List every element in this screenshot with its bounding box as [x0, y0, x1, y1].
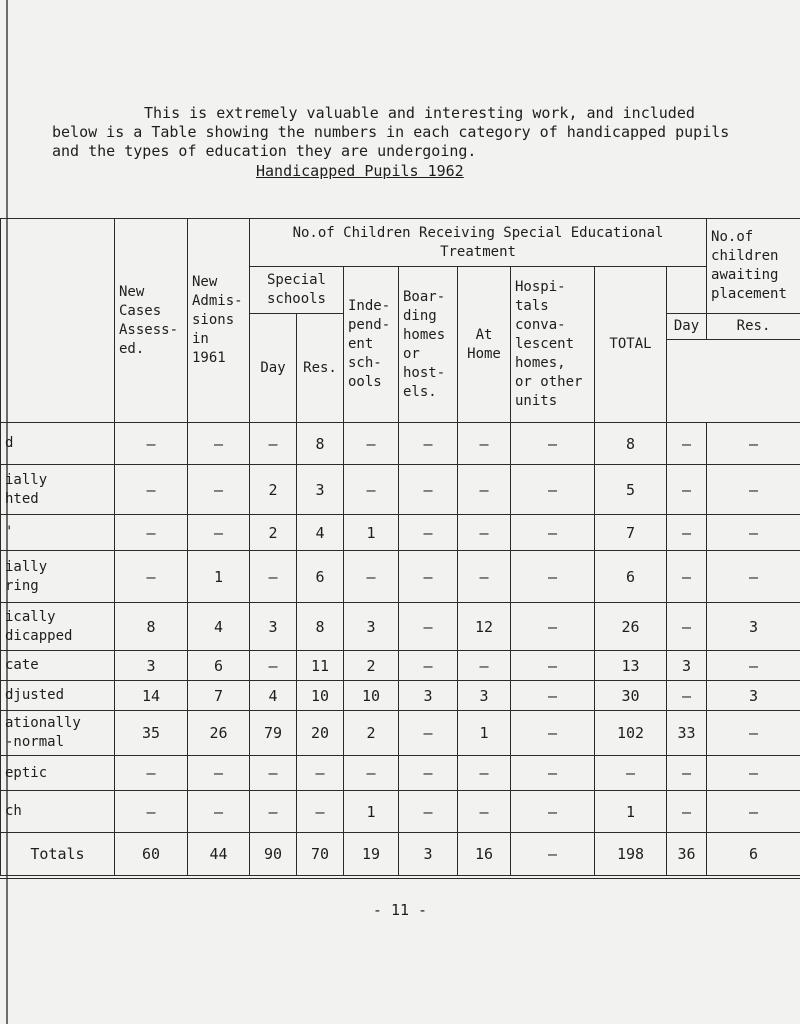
cell-new-admissions: 4 [188, 603, 250, 651]
cell-ss-res: – [297, 791, 344, 833]
cell-total: 5 [595, 465, 667, 515]
total-new-cases: 60 [115, 833, 188, 877]
total-total: 198 [595, 833, 667, 877]
row-label: ially ring [1, 551, 115, 603]
cell-ss-res: 11 [297, 651, 344, 681]
cell-await-day: – [667, 423, 707, 465]
total-await-res: 6 [707, 833, 800, 877]
cell-ss-day: 4 [250, 681, 297, 711]
cell-ss-res: 3 [297, 465, 344, 515]
cell-ss-day: – [250, 651, 297, 681]
header-await-day: Day [667, 314, 707, 340]
row-label: ' [1, 515, 115, 551]
cell-total: 30 [595, 681, 667, 711]
cell-ss-day: 2 [250, 465, 297, 515]
cell-independent: 3 [344, 603, 399, 651]
cell-new-cases: 35 [115, 711, 188, 756]
cell-boarding: – [399, 515, 458, 551]
header-hospitals: Hospi- tals conva- lescent homes, or other units [511, 267, 595, 423]
total-new-admissions: 44 [188, 833, 250, 877]
cell-ss-res: 8 [297, 423, 344, 465]
table-row [1, 756, 800, 791]
cell-ss-res: 10 [297, 681, 344, 711]
cell-at-home: – [458, 465, 511, 515]
cell-new-admissions: – [188, 791, 250, 833]
header-special-res: Res. [297, 314, 344, 423]
header-independent-schools: Inde- pend- ent sch- ools [344, 267, 399, 423]
cell-ss-day: – [250, 791, 297, 833]
row-label: ially hted [1, 465, 115, 515]
cell-new-cases: 8 [115, 603, 188, 651]
cell-ss-day: – [250, 756, 297, 791]
cell-await-day: – [667, 465, 707, 515]
cell-ss-res: 6 [297, 551, 344, 603]
cell-hospitals: – [511, 681, 595, 711]
header-special-day: Day [250, 314, 297, 423]
cell-new-cases: – [115, 791, 188, 833]
cell-await-res: 3 [707, 681, 800, 711]
total-await-day: 36 [667, 833, 707, 877]
table-row [1, 603, 800, 651]
cell-independent: 1 [344, 791, 399, 833]
header-special-schools: Special schools [250, 267, 344, 314]
cell-await-day: – [667, 603, 707, 651]
cell-at-home: – [458, 791, 511, 833]
row-label: ically dicapped [1, 603, 115, 651]
cell-new-admissions: – [188, 423, 250, 465]
cell-total: 102 [595, 711, 667, 756]
cell-independent: 10 [344, 681, 399, 711]
cell-hospitals: – [511, 791, 595, 833]
cell-await-day: – [667, 551, 707, 603]
cell-ss-day: 79 [250, 711, 297, 756]
cell-boarding: – [399, 711, 458, 756]
cell-new-admissions: – [188, 756, 250, 791]
cell-at-home: 12 [458, 603, 511, 651]
table-row [1, 681, 800, 711]
cell-new-cases: – [115, 423, 188, 465]
cell-at-home: – [458, 756, 511, 791]
cell-ss-res: – [297, 756, 344, 791]
cell-independent: 2 [344, 651, 399, 681]
total-hospitals: – [511, 833, 595, 877]
total-ss-day: 90 [250, 833, 297, 877]
table-row [1, 465, 800, 515]
cell-ss-res: 4 [297, 515, 344, 551]
cell-total: – [595, 756, 667, 791]
cell-new-admissions: 6 [188, 651, 250, 681]
cell-await-res: – [707, 423, 800, 465]
header-await-blank [667, 340, 800, 423]
cell-hospitals: – [511, 711, 595, 756]
cell-await-res: – [707, 711, 800, 756]
cell-new-admissions: 1 [188, 551, 250, 603]
cell-independent: – [344, 756, 399, 791]
header-awaiting-group: No.of children awaiting placement [707, 219, 800, 314]
cell-hospitals: – [511, 603, 595, 651]
cell-at-home: 3 [458, 681, 511, 711]
cell-new-admissions: 7 [188, 681, 250, 711]
header-boarding-homes: Boar- ding homes or host- els. [399, 267, 458, 423]
cell-await-res: 3 [707, 603, 800, 651]
cell-hospitals: – [511, 756, 595, 791]
cell-await-res: – [707, 465, 800, 515]
header-total: TOTAL [595, 267, 667, 423]
cell-at-home: – [458, 551, 511, 603]
totals-row [1, 833, 800, 877]
cell-hospitals: – [511, 651, 595, 681]
cell-at-home: – [458, 423, 511, 465]
cell-boarding: 3 [399, 681, 458, 711]
total-ss-res: 70 [297, 833, 344, 877]
cell-await-res: – [707, 551, 800, 603]
table-row [1, 791, 800, 833]
header-receiving-group: No.of Children Receiving Special Educational Treatment [250, 219, 707, 267]
cell-boarding: – [399, 791, 458, 833]
cell-ss-day: 3 [250, 603, 297, 651]
cell-await-res: – [707, 756, 800, 791]
table-row [1, 711, 800, 756]
cell-independent: 2 [344, 711, 399, 756]
row-label: d [1, 423, 115, 465]
cell-await-day: – [667, 756, 707, 791]
cell-boarding: – [399, 465, 458, 515]
cell-new-admissions: 26 [188, 711, 250, 756]
table-row [1, 651, 800, 681]
totals-label: Totals [1, 833, 115, 877]
row-label: cate [1, 651, 115, 681]
cell-independent: 1 [344, 515, 399, 551]
cell-hospitals: – [511, 515, 595, 551]
cell-new-cases: – [115, 515, 188, 551]
cell-await-res: – [707, 515, 800, 551]
cell-await-res: – [707, 651, 800, 681]
cell-ss-day: – [250, 551, 297, 603]
total-boarding: 3 [399, 833, 458, 877]
row-label: djusted [1, 681, 115, 711]
handicapped-pupils-table [0, 218, 800, 879]
header-new-cases: New Cases Assess- ed. [115, 219, 188, 423]
cell-boarding: – [399, 603, 458, 651]
cell-await-day: 3 [667, 651, 707, 681]
row-label: eptic [1, 756, 115, 791]
cell-total: 1 [595, 791, 667, 833]
cell-hospitals: – [511, 423, 595, 465]
header-at-home: At Home [458, 267, 511, 423]
page-number: - 11 - [372, 901, 428, 919]
intro-line-2: below is a Table showing the numbers in each category of handicapped pupils [52, 123, 730, 141]
header-category [1, 219, 115, 423]
cell-await-day: – [667, 791, 707, 833]
cell-await-day: – [667, 515, 707, 551]
cell-at-home: – [458, 651, 511, 681]
table-row [1, 515, 800, 551]
header-await-res: Res. [707, 314, 800, 340]
cell-independent: – [344, 551, 399, 603]
cell-at-home: 1 [458, 711, 511, 756]
cell-ss-day: – [250, 423, 297, 465]
table-row [1, 423, 800, 465]
cell-new-cases: – [115, 551, 188, 603]
cell-boarding: – [399, 551, 458, 603]
intro-paragraph [52, 104, 792, 161]
cell-ss-day: 2 [250, 515, 297, 551]
row-label: ationally -normal [1, 711, 115, 756]
total-independent: 19 [344, 833, 399, 877]
cell-new-admissions: – [188, 515, 250, 551]
cell-ss-res: 20 [297, 711, 344, 756]
cell-await-day: – [667, 681, 707, 711]
cell-total: 8 [595, 423, 667, 465]
cell-new-cases: 3 [115, 651, 188, 681]
cell-await-res: – [707, 791, 800, 833]
header-new-admissions: New Admis- sions in 1961 [188, 219, 250, 423]
cell-new-cases: – [115, 465, 188, 515]
cell-ss-res: 8 [297, 603, 344, 651]
cell-at-home: – [458, 515, 511, 551]
cell-new-cases: 14 [115, 681, 188, 711]
cell-boarding: – [399, 756, 458, 791]
cell-total: 26 [595, 603, 667, 651]
cell-total: 6 [595, 551, 667, 603]
total-at-home: 16 [458, 833, 511, 877]
cell-total: 13 [595, 651, 667, 681]
cell-boarding: – [399, 423, 458, 465]
cell-new-admissions: – [188, 465, 250, 515]
intro-line-3: and the types of education they are undergoing. [52, 142, 477, 160]
table-row [1, 551, 800, 603]
cell-hospitals: – [511, 465, 595, 515]
cell-await-day: 33 [667, 711, 707, 756]
cell-independent: – [344, 465, 399, 515]
row-label: ch [1, 791, 115, 833]
cell-hospitals: – [511, 551, 595, 603]
cell-new-cases: – [115, 756, 188, 791]
table-title: Handicapped Pupils 1962 [256, 162, 464, 180]
cell-total: 7 [595, 515, 667, 551]
cell-boarding: – [399, 651, 458, 681]
intro-line-1: This is extremely valuable and interesting work, and included [144, 104, 695, 122]
cell-independent: – [344, 423, 399, 465]
